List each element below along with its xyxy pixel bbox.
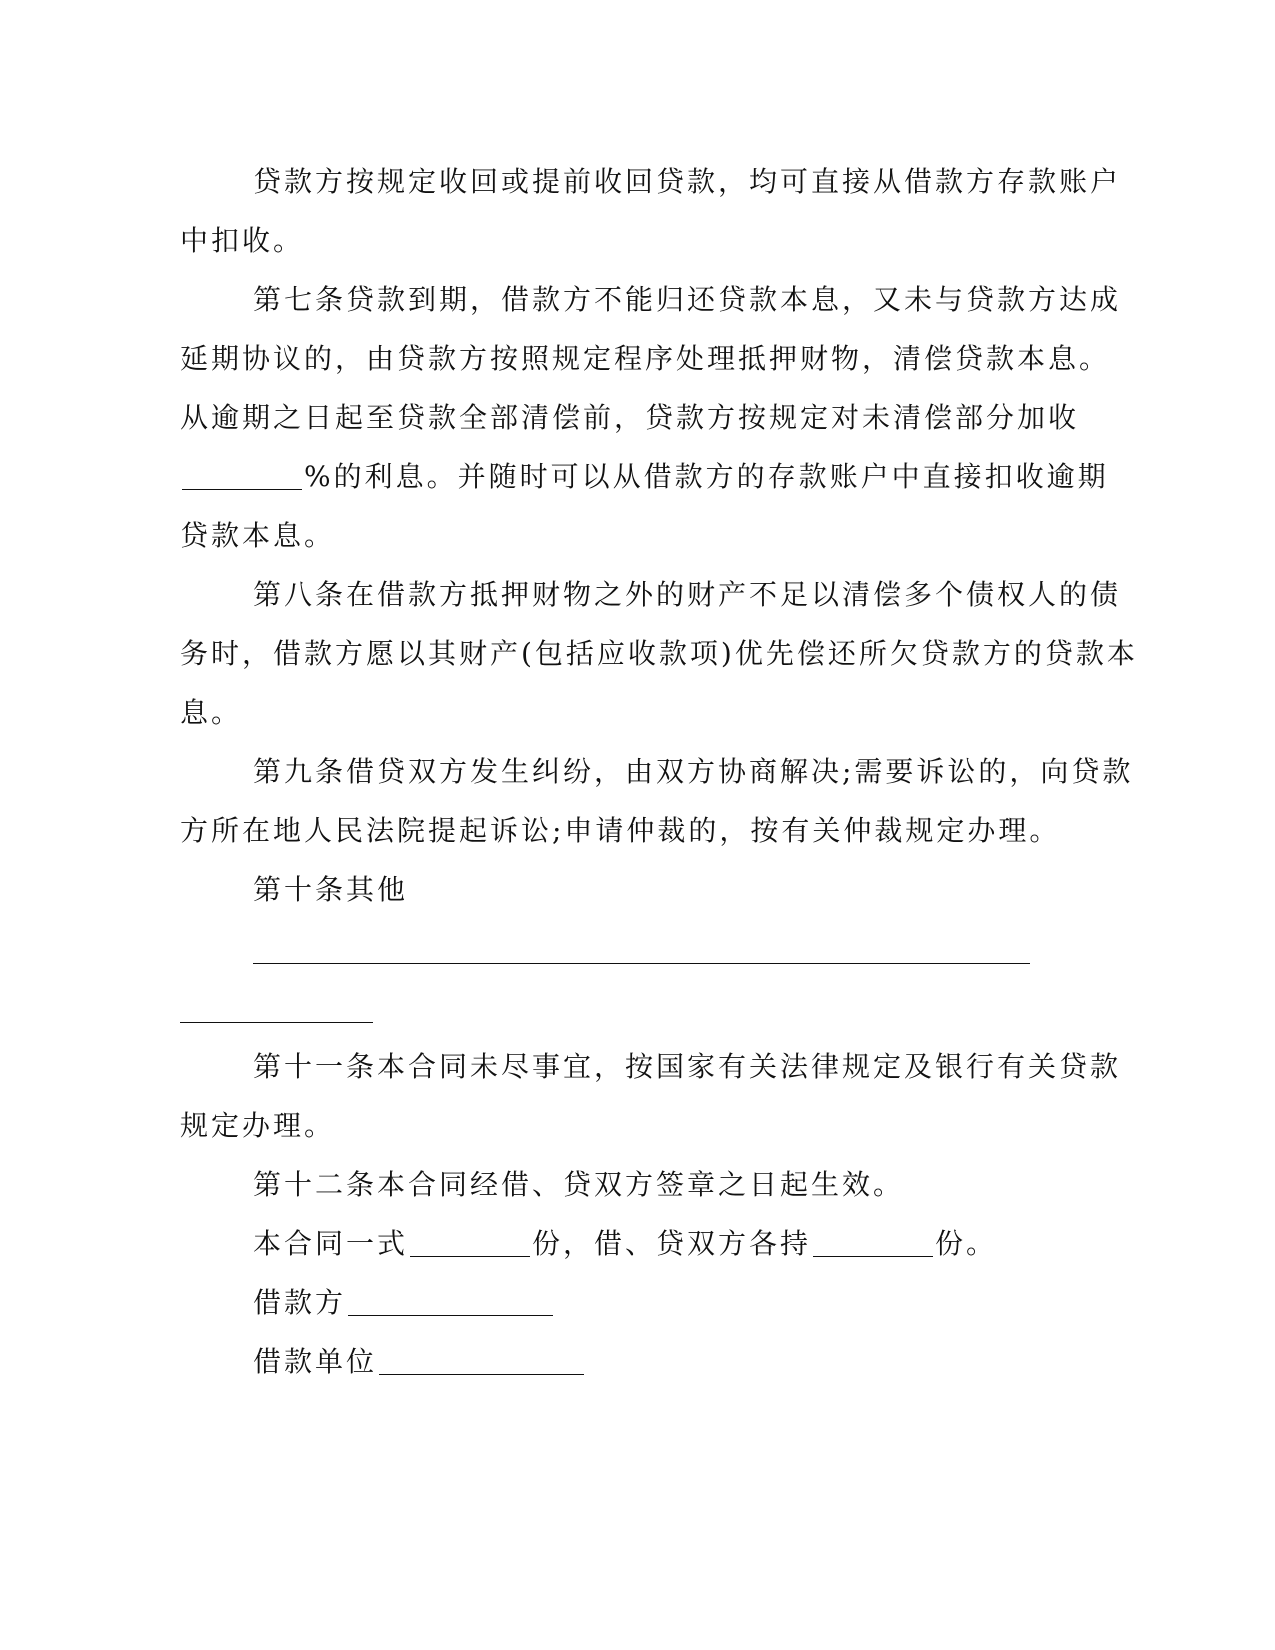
article-9-line [180,801,1061,860]
text: 份。 [935,1227,998,1260]
blank-rule [253,963,1030,964]
article-7-line [180,270,1122,329]
paragraph-line [180,211,1040,270]
copies-line [180,1214,1040,1273]
borrower-label: 借款方 [253,1286,347,1319]
text: 第十条其他 [253,873,409,906]
article-7-line [180,447,1109,506]
article-12-line [180,1155,1040,1214]
article-7-line [180,329,1111,388]
text: 贷款方按规定收回或提前收回贷款，均可直接从借款方存款账户 [253,165,1122,198]
text: 第十一条本合同未尽事宜，按国家有关法律规定及银行有关贷款 [253,1050,1122,1083]
interest-rate-blank [182,459,302,490]
paragraph-line [180,152,1122,211]
text: 第七条贷款到期，借款方不能归还贷款本息，又未与贷款方达成 [253,283,1122,316]
borrower-unit-line [180,1332,1040,1391]
text: 息。 [180,696,243,729]
text: 第九条借贷双方发生纠纷，由双方协商解决;需要诉讼的，向贷款 [253,755,1134,788]
copies-total-blank [410,1226,530,1257]
text: 务时，借款方愿以其财产(包括应收款项)优先偿还所欠贷款方的贷款本 [180,637,1138,670]
article-7-line [180,506,1040,565]
other-terms-blank [180,978,1040,1037]
borrower-blank [348,1285,553,1316]
article-10-line [180,860,1040,919]
article-8-line [180,683,1040,742]
borrower-line [180,1273,1040,1332]
article-11-line [180,1037,1122,1096]
article-9-line [180,742,1134,801]
article-11-line [180,1096,1040,1155]
text: 第十二条本合同经借、贷双方签章之日起生效。 [253,1168,905,1201]
article-8-line [180,624,1138,683]
borrower-unit-blank [379,1344,584,1375]
text: 方所在地人民法院提起诉讼;申请仲裁的，按有关仲裁规定办理。 [180,814,1061,847]
blank-rule [180,1022,373,1023]
text: 延期协议的，由贷款方按照规定程序处理抵押财物，清偿贷款本息。 [180,342,1111,375]
other-terms-blank [180,919,1040,978]
article-8-line [180,565,1122,624]
text: %的利息。并随时可以从借款方的存款账户中直接扣收逾期 [304,460,1109,493]
text: 第八条在借款方抵押财物之外的财产不足以清偿多个债权人的债 [253,578,1122,611]
text: 规定办理。 [180,1109,336,1142]
copies-each-blank [813,1226,933,1257]
document-page [180,152,1138,1391]
text: 份，借、贷双方各持 [532,1227,812,1260]
borrower-unit-label: 借款单位 [253,1345,378,1378]
text: 中扣收。 [180,224,305,257]
text: 从逾期之日起至贷款全部清偿前，贷款方按规定对未清偿部分加收 [180,401,1080,434]
article-7-line [180,388,1080,447]
text: 贷款本息。 [180,519,336,552]
text: 本合同一式 [253,1227,409,1260]
